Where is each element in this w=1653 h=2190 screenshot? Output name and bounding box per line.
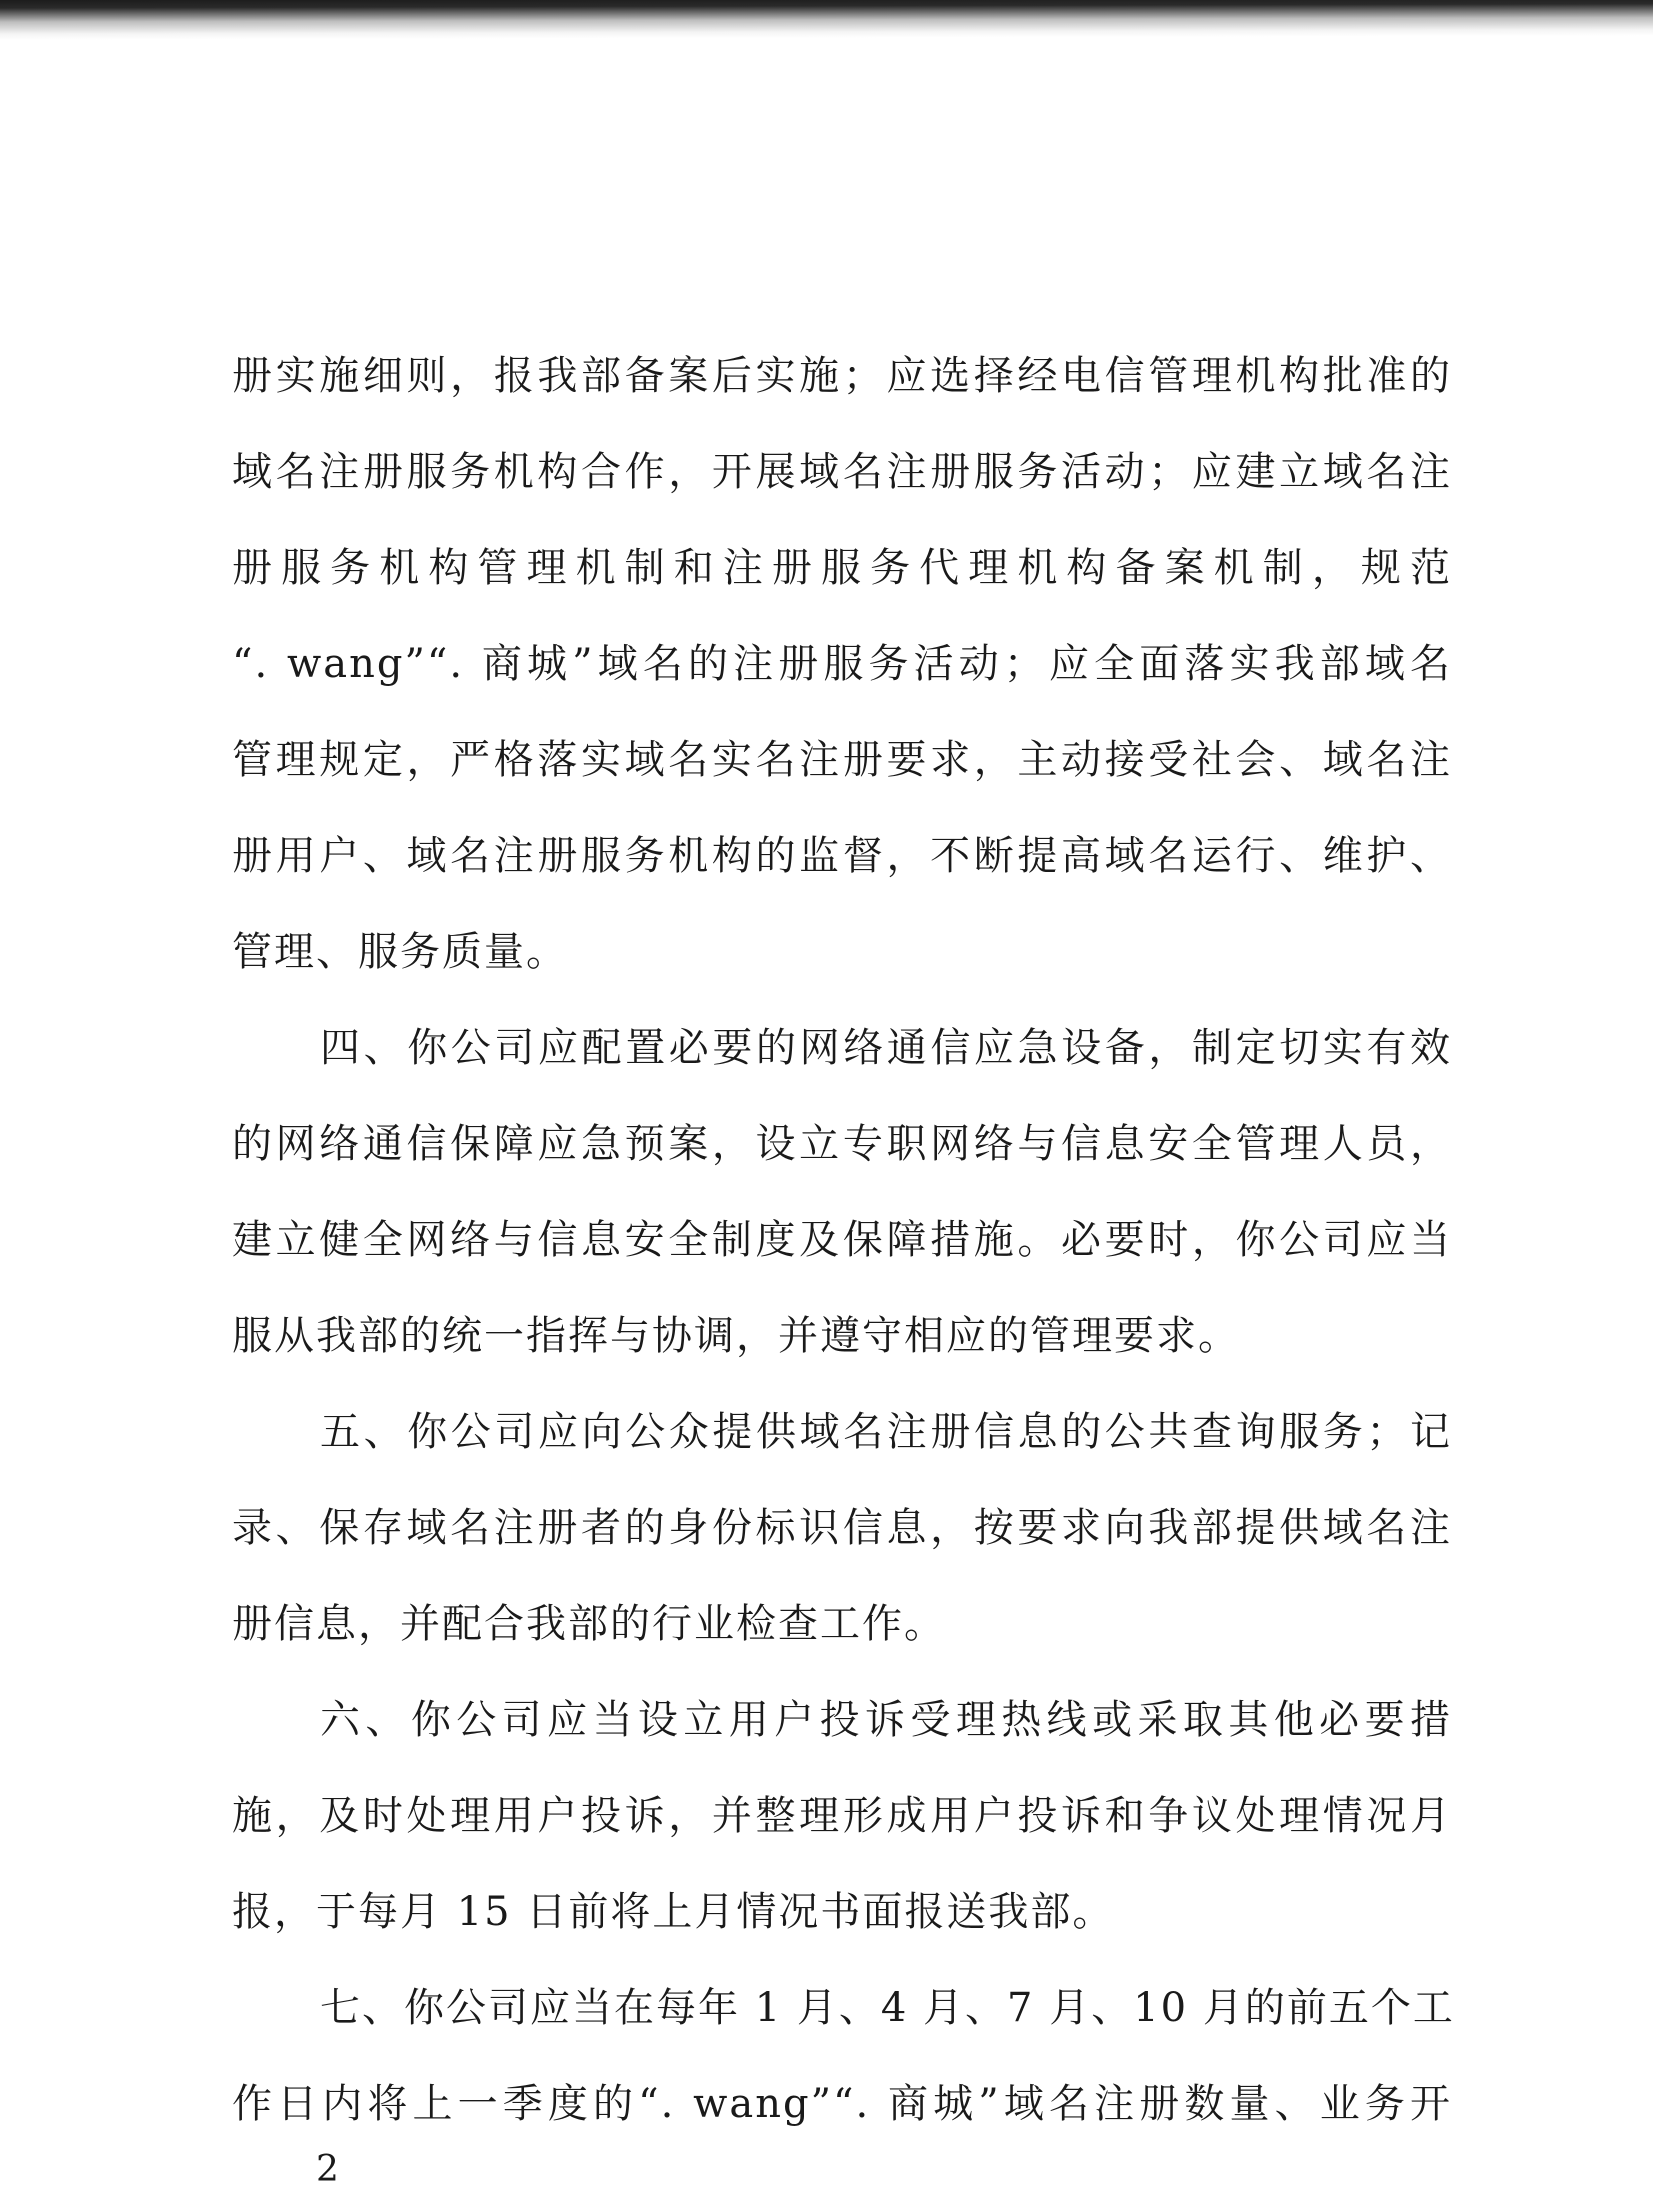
text-line: 册服务机构管理机制和注册服务代理机构备案机制，规范 xyxy=(232,545,1452,591)
text-line: 的网络通信保障应急预案，设立专职网络与信息安全管理人员， xyxy=(232,1121,1452,1167)
paragraph-start-line: 四、你公司应配置必要的网络通信应急设备，制定切实有效 xyxy=(320,1025,1452,1071)
text-line: 册实施细则，报我部备案后实施；应选择经电信管理机构批准的 xyxy=(232,353,1452,399)
text-line: 册用户、域名注册服务机构的监督，不断提高域名运行、维护、 xyxy=(232,833,1452,879)
text-line: 域名注册服务机构合作，开展域名注册服务活动；应建立域名注 xyxy=(232,449,1452,495)
paragraph-start-line: 七、你公司应当在每年 1 月、4 月、7 月、10 月的前五个工 xyxy=(320,1985,1455,2031)
text-line: 报，于每月 15 日前将上月情况书面报送我部。 xyxy=(232,1889,1115,1935)
text-line: 作日内将上一季度的“. wang”“. 商城”域名注册数量、业务开 xyxy=(232,2081,1452,2127)
paragraph-start-line: 六、你公司应当设立用户投诉受理热线或采取其他必要措 xyxy=(320,1697,1452,1743)
text-line: 施，及时处理用户投诉，并整理形成用户投诉和争议处理情况月 xyxy=(232,1793,1452,1839)
text-line: 管理规定，严格落实域名实名注册要求，主动接受社会、域名注 xyxy=(232,737,1452,783)
text-line: 管理、服务质量。 xyxy=(232,929,568,975)
page-number: 2 xyxy=(316,2149,339,2190)
text-line: 建立健全网络与信息安全制度及保障措施。必要时，你公司应当 xyxy=(232,1217,1452,1263)
text-line: 册信息，并配合我部的行业检查工作。 xyxy=(232,1601,946,1647)
text-line: 服从我部的统一指挥与协调，并遵守相应的管理要求。 xyxy=(232,1313,1240,1359)
scan-edge xyxy=(0,0,1653,40)
text-line: 录、保存域名注册者的身份标识信息，按要求向我部提供域名注 xyxy=(232,1505,1452,1551)
text-line: “. wang”“. 商城”域名的注册服务活动；应全面落实我部域名 xyxy=(232,641,1452,687)
paragraph-start-line: 五、你公司应向公众提供域名注册信息的公共查询服务；记 xyxy=(320,1409,1452,1455)
